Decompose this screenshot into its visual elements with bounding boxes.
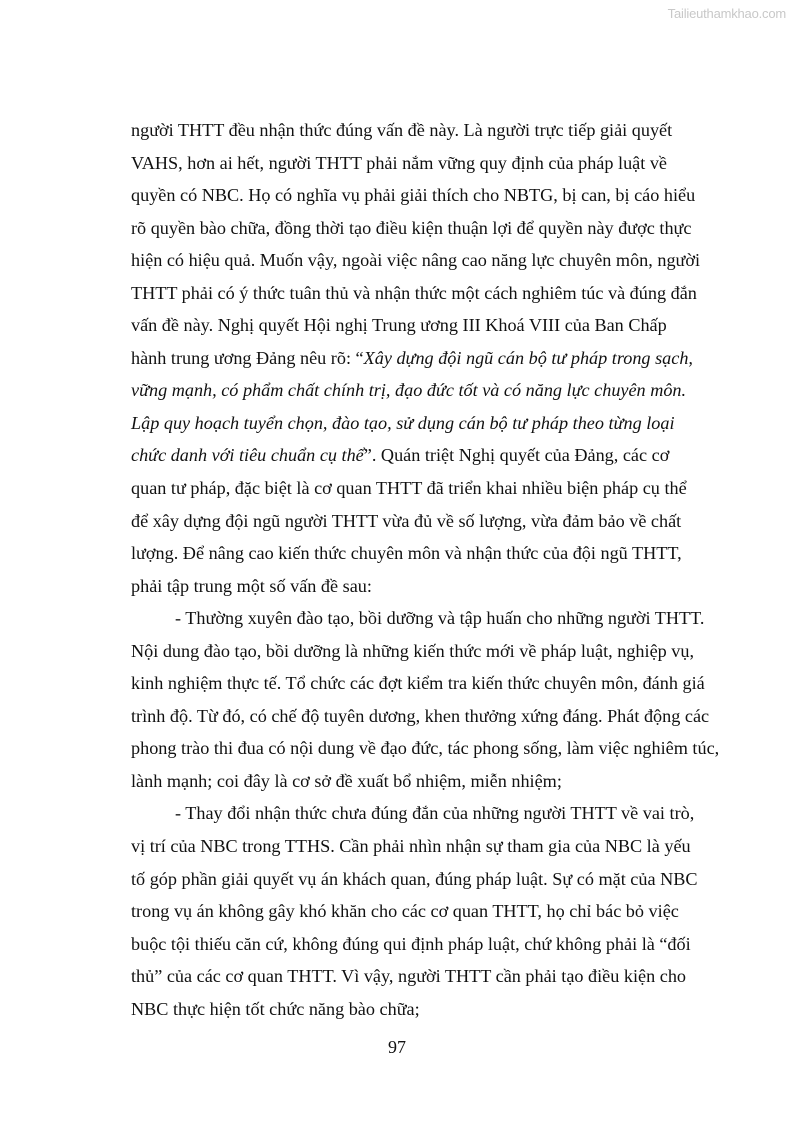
text-line xyxy=(131,342,693,375)
text-line: để xây dựng đội ngũ người THTT vừa đủ về số lượng, vừa đảm bảo về chất xyxy=(131,510,682,531)
text-line: VAHS, hơn ai hết, người THTT phải nắm vững quy định của pháp luật về xyxy=(131,152,668,173)
watermark: Tailieuthamkhao.com xyxy=(667,6,786,21)
text-line: rõ quyền bào chữa, đồng thời tạo điều kiện thuận lợi để quyền này được thực xyxy=(131,217,692,238)
text-line: trình độ. Từ đó, có chế độ tuyên dương, khen thưởng xứng đáng. Phát động các xyxy=(131,705,710,726)
document-body xyxy=(131,114,720,1025)
text-run: hành trung ương Đảng nêu rõ: “ xyxy=(131,347,364,368)
text-line: tố góp phần giải quyết vụ án khách quan, đúng pháp luật. Sự có mặt của NBC xyxy=(131,868,698,889)
quote-text: Lập quy hoạch tuyển chọn, đào tạo, sử dụng cán bộ tư pháp theo từng loại xyxy=(131,412,675,433)
text-line: THTT phải có ý thức tuân thủ và nhận thức một cách nghiêm túc và đúng đắn xyxy=(131,282,697,303)
text-line: lành mạnh; coi đây là cơ sở đề xuất bổ nhiệm, miễn nhiệm; xyxy=(131,770,562,791)
text-line: vấn đề này. Nghị quyết Hội nghị Trung ương III Khoá VIII của Ban Chấp xyxy=(131,315,667,336)
quote-text: vững mạnh, có phẩm chất chính trị, đạo đức tốt và có năng lực chuyên môn. xyxy=(131,380,687,401)
quote-text: Xây dựng đội ngũ cán bộ tư pháp trong sạch, xyxy=(363,347,693,368)
text-line: trong vụ án không gây khó khăn cho các cơ quan THTT, họ chỉ bác bỏ việc xyxy=(131,901,679,922)
text-line xyxy=(131,439,670,472)
text-line: kinh nghiệm thực tế. Tổ chức các đợt kiểm tra kiến thức chuyên môn, đánh giá xyxy=(131,673,705,694)
text-line: hiện có hiệu quả. Muốn vậy, ngoài việc nâng cao năng lực chuyên môn, người xyxy=(131,250,701,271)
text-line: phong trào thi đua có nội dung về đạo đức, tác phong sống, làm việc nghiêm túc, xyxy=(131,738,720,759)
text-line: buộc tội thiếu căn cứ, không đúng qui định pháp luật, chứ không phải là “đối xyxy=(131,933,691,954)
text-line xyxy=(131,407,675,440)
quote-text: chức danh với tiêu chuẩn cụ thể xyxy=(131,445,364,466)
text-line: thủ” của các cơ quan THTT. Vì vậy, người THTT cần phải tạo điều kiện cho xyxy=(131,966,687,987)
bullet-line: - Thay đổi nhận thức chưa đúng đắn của những người THTT về vai trò, xyxy=(175,803,695,824)
bullet-line: - Thường xuyên đào tạo, bồi dưỡng và tập huấn cho những người THTT. xyxy=(175,608,705,629)
text-line xyxy=(131,374,687,407)
text-line: vị trí của NBC trong TTHS. Cần phải nhìn nhận sự tham gia của NBC là yếu xyxy=(131,836,691,857)
text-line: Nội dung đào tạo, bồi dưỡng là những kiến thức mới về pháp luật, nghiệp vụ, xyxy=(131,640,695,661)
text-run: ”. Quán triệt Nghị quyết của Đảng, các cơ xyxy=(363,445,670,466)
text-line: người THTT đều nhận thức đúng vấn đề này. Là người trực tiếp giải quyết xyxy=(131,120,673,140)
text-line: phải tập trung một số vấn đề sau: xyxy=(131,575,372,596)
text-line: NBC thực hiện tốt chức năng bào chữa; xyxy=(131,998,420,1019)
text-line: lượng. Để nâng cao kiến thức chuyên môn và nhận thức của đội ngũ THTT, xyxy=(131,543,682,564)
page-number: 97 xyxy=(388,1037,406,1057)
text-line: quan tư pháp, đặc biệt là cơ quan THTT đã triển khai nhiều biện pháp cụ thể xyxy=(131,478,687,499)
text-line: quyền có NBC. Họ có nghĩa vụ phải giải thích cho NBTG, bị can, bị cáo hiểu xyxy=(131,185,696,206)
